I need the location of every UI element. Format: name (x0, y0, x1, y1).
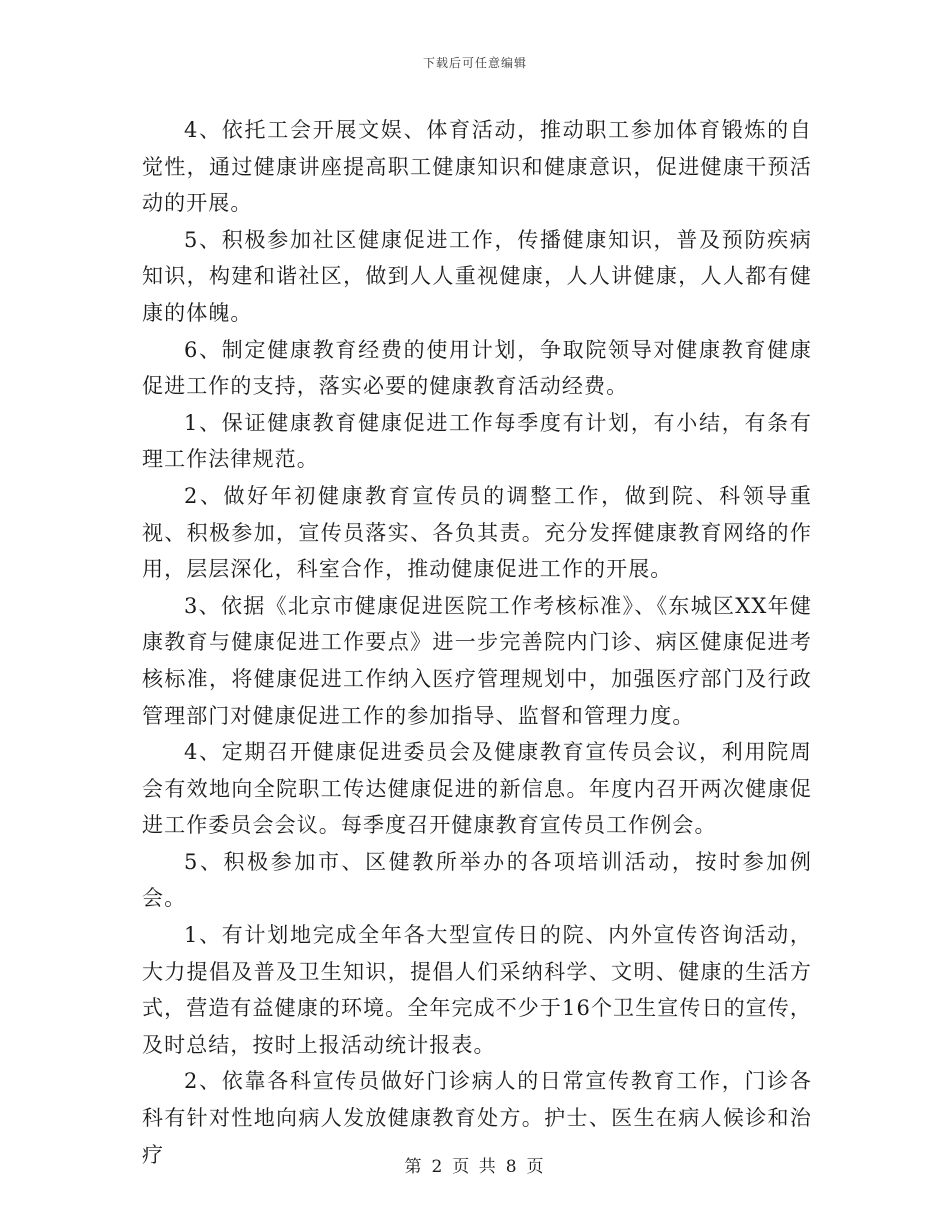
footer-middle: 页 共 (452, 1157, 498, 1177)
document-body (142, 112, 812, 1173)
paragraph: 4、依托工会开展文娱、体育活动，推动职工参加体育锻炼的自觉性，通过健康讲座提高职工健康知识和健康意识，促进健康干预活动的开展。 (142, 118, 812, 216)
paragraph: 5、积极参加市、区健教所举办的各项培训活动，按时参加例会。 (142, 849, 812, 911)
page-header-note: 下载后可任意编辑 (422, 56, 527, 70)
paragraph: 5、积极参加社区健康促进工作，传播健康知识，普及预防疾病知识，构建和谐社区，做到人人重视健康，人人讲健康，人人都有健康的体魄。 (142, 227, 812, 325)
paragraph: 1、有计划地完成全年各大型宣传日的院、内外宣传咨询活动，大力提倡及普及卫生知识，提倡人们采纳科学、文明、健康的生活方式，营造有益健康的环境。全年完成不少于16个卫生宣传日的宣传，及时总结，按时上报活动统计报表。 (142, 923, 812, 1057)
footer-total-pages: 8 (505, 1157, 519, 1177)
footer-current-page: 2 (431, 1157, 445, 1177)
paragraph: 2、做好年初健康教育宣传员的调整工作，做到院、科领导重视、积极参加，宣传员落实、各负其责。充分发挥健康教育网络的作用，层层深化，科室合作，推动健康促进工作的开展。 (142, 483, 812, 582)
paragraph: 6、制定健康教育经费的使用计划，争取院领导对健康教育健康促进工作的支持，落实必要的健康教育活动经费。 (142, 337, 812, 399)
footer-suffix: 页 (526, 1157, 546, 1177)
page-footer (0, 1152, 950, 1177)
footer-prefix: 第 (404, 1157, 424, 1177)
paragraph: 3、依据《北京市健康促进医院工作考核标准》、《东城区XX年健康教育与健康促进工作要点》进一步完善院内门诊、病区健康促进考核标准，将健康促进工作纳入医疗管理规划中，加强医疗部门及行政管理部门对健康促进工作的参加指导、监督和管理力度。 (142, 593, 812, 728)
paragraph: 1、保证健康教育健康促进工作每季度有计划，有小结，有条有理工作法律规范。 (142, 410, 812, 472)
paragraph: 2、依靠各科宣传员做好门诊病人的日常宣传教育工作，门诊各科有针对性地向病人发放健康教育处方。护士、医生在病人候诊和治疗 (142, 1069, 812, 1167)
paragraph: 4、定期召开健康促进委员会及健康教育宣传员会议，利用院周会有效地向全院职工传达健康促进的新信息。年度内召开两次健康促进工作委员会会议。每季度召开健康教育宣传员工作例会。 (142, 740, 812, 838)
